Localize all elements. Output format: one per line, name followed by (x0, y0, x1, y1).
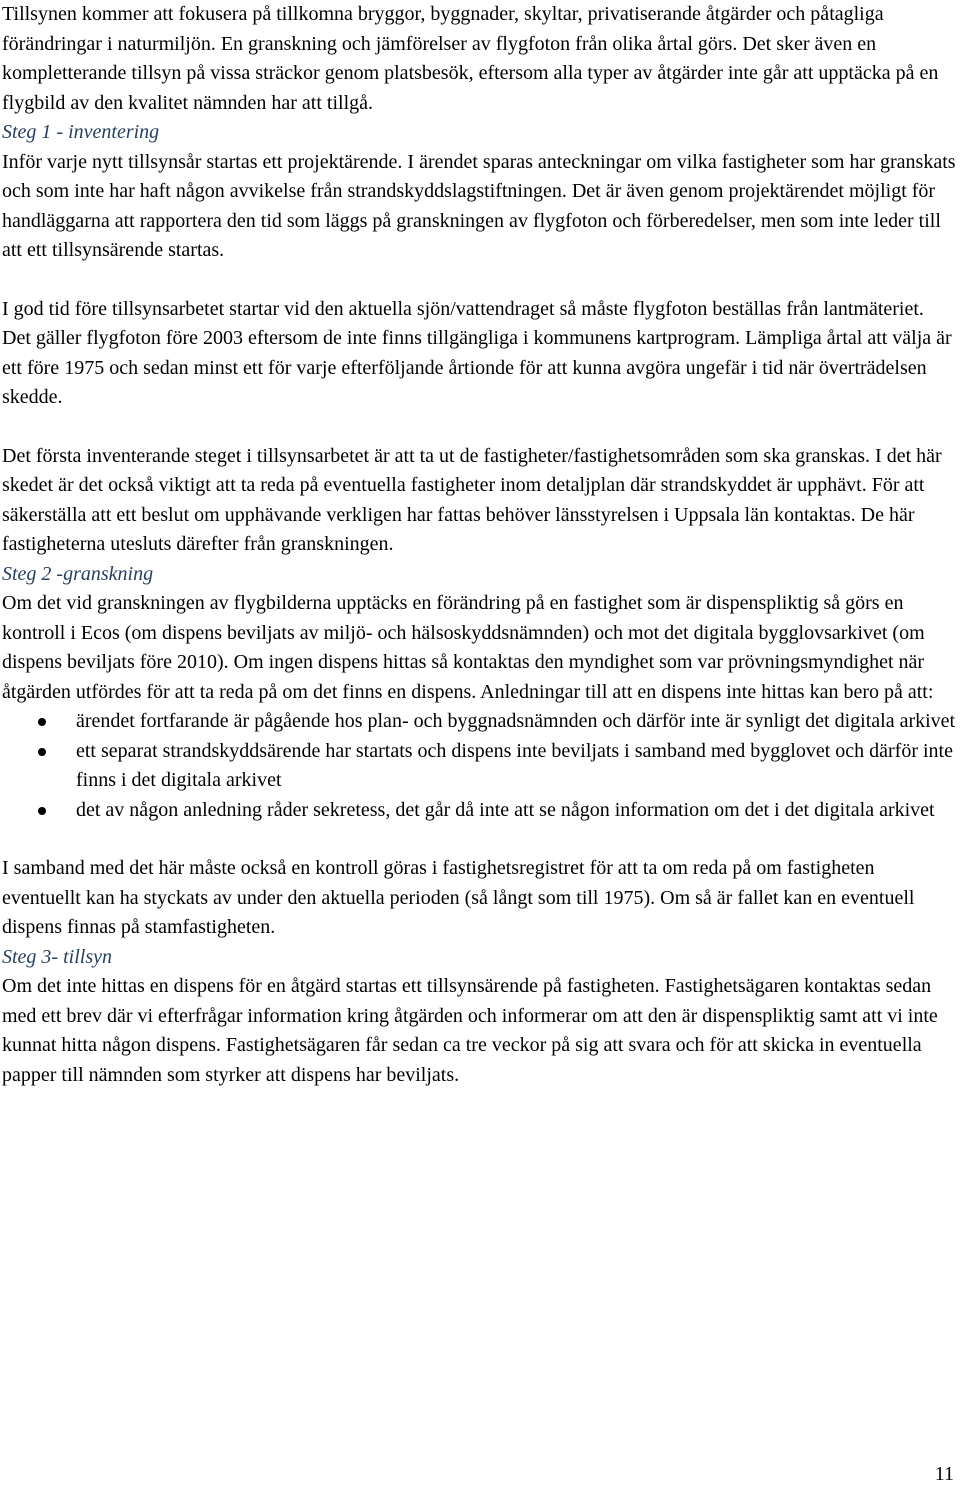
step1-paragraph-3: Det första inventerande steget i tillsynsarbetet är att ta ut de fastigheter/fastighetsområden som ska granskas. I det här skedet är det också viktigt att ta reda på eventuella fastigheter inom detaljplan där strandskyddet är upphävt. För att säkerställa att ett beslut om upphävande verkligen har fattas behöver länsstyrelsen i Uppsala län kontaktas. De här fastigheterna utesluts därefter från granskningen. (2, 444, 942, 555)
reasons-list (2, 707, 956, 825)
list-item-text: det av någon anledning råder sekretess, det går då inte att se någon information om det i det digitala arkivet (76, 798, 935, 821)
step2-paragraph: Om det vid granskningen av flygbilderna upptäcks en förändring på en fastighet som är dispenspliktig så görs en kontroll i Ecos (om dispens beviljats av miljö- och hälsoskyddsnämnden) och mot det digitala bygglovsarkivet (om dispens beviljats före 2010). Om ingen dispens hittas så kontaktas den myndighet som var prövningsmyndighet när åtgärden utfördes för att ta reda på om det finns en dispens. Anledningar till att en dispens inte hittas kan bero på att: (2, 592, 934, 703)
step1-heading: Steg 1 - inventering (2, 121, 160, 143)
list-item-text: ett separat strandskyddsärende har startats och dispens inte beviljats i samband med bygglovet och därför inte finns i det digitala arkivet (76, 739, 953, 791)
document-page (2, 0, 956, 1090)
bullet-icon (38, 748, 46, 756)
list-item-text: ärendet fortfarande är pågående hos plan- och byggnadsnämnden och därför inte är synligt det digitala arkivet (76, 710, 956, 732)
list-item (2, 737, 956, 796)
step1-paragraph-1: Inför varje nytt tillsynsår startas ett projektärende. I ärendet sparas anteckningar om vilka fastigheter som har granskats och som inte har haft någon avvikelse från strandskyddslagstiftningen. Det är även genom projektärendet möjligt för handläggarna att rapportera den tid som läggs på granskningen av flygfoton och förberedelser, men som inte leder till att ett tillsynsärende startas. (2, 150, 956, 261)
bullet-icon (38, 718, 46, 726)
intro-paragraph: Tillsynen kommer att fokusera på tillkomna bryggor, byggnader, skyltar, privatiserande åtgärder och påtagliga förändringar i naturmiljön. En granskning och jämförelser av flygfoton från olika årtal görs. Det sker även en kompletterande tillsyn på vissa sträckor genom platsbesök, eftersom alla typer av åtgärder inte går att upptäcka på en flygbild av den kvalitet nämnden har att tillgå. (2, 3, 939, 114)
step2-after-paragraph: I samband med det här måste också en kontroll göras i fastighetsregistret för att ta om reda på om fastigheten eventuellt kan ha styckats av under den aktuella perioden (så långt som till 1975). Om så är fallet kan en eventuell dispens finnas på stamfastigheten. (2, 857, 915, 938)
bullet-icon (38, 807, 46, 815)
list-item (2, 796, 956, 826)
step2-heading: Steg 2 -granskning (2, 562, 154, 585)
list-item (2, 707, 956, 737)
step3-heading: Steg 3- tillsyn (2, 945, 112, 968)
page-number: 11 (934, 1463, 954, 1485)
step1-paragraph-2: I god tid före tillsynsarbetet startar vid den aktuella sjön/vattendraget så måste flygfoton beställas från lantmäteriet. Det gäller flygfoton före 2003 eftersom de inte finns tillgängliga i kommunens kartprogram. Lämpliga årtal att välja är ett före 1975 och sedan minst ett för varje efterföljande årtionde för att kunna avgöra ungefär i tid när överträdelsen skedde. (2, 297, 952, 408)
step3-paragraph: Om det inte hittas en dispens för en åtgärd startas ett tillsynsärende på fastigheten. Fastighetsägaren kontaktas sedan med ett brev där vi efterfrågar information kring åtgärden och informerar om att den är dispenspliktig samt att vi inte kunnat hitta någon dispens. Fastighetsägaren får sedan ca tre veckor på sig att svara och för att skicka in eventuella papper till nämnden som styrker att dispens har beviljats. (2, 975, 938, 1086)
